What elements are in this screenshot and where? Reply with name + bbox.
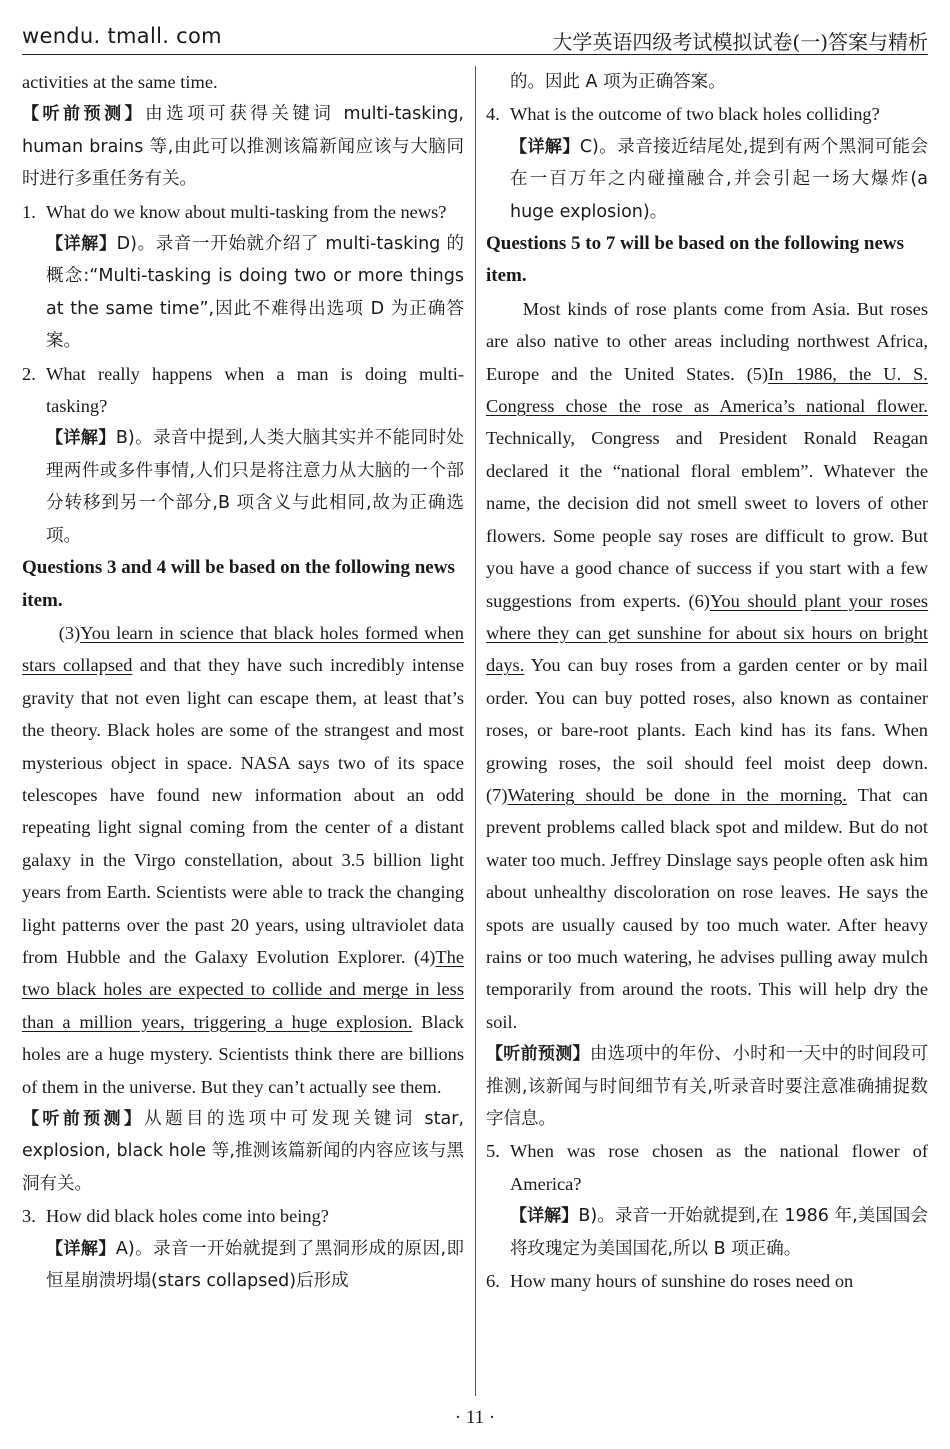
detail-tag: 【详解】 — [510, 1206, 579, 1227]
question-text: How did black holes come into being? — [46, 1206, 329, 1227]
marker-3: (3) — [58, 622, 81, 643]
answer-detail-2 — [22, 422, 464, 552]
prediction-tag: 【听前预测】 — [22, 104, 146, 125]
right-column — [486, 66, 928, 1297]
column-divider — [475, 66, 476, 1396]
detail-tag: 【详解】 — [46, 234, 117, 255]
transcript-text: and that they have such incredibly intense gravity that not even light can escape them, at least that’s the theory. Black holes are some of the strangest and most mysterious object in space. NASA says two of its space telescopes have found new information about an odd repeating light signal coming from the center of a distant galaxy in the Virgo constellation, about 3.5 billion light years from Earth. Scientists were able to track the changing light patterns over the past 20 years, using ultraviolet data from Hubble and the Galaxy Evolution Explorer. — [22, 655, 464, 967]
question-text: When was rose chosen as the national flower of America? — [510, 1141, 928, 1194]
transcript-text: That can prevent problems called black spot and mildew. But do not water too much. Jeffrey Dinslage says people often ask him about unhealthy discoloration on rose leaves. He says the spots are usually caused by too much water. After heavy rains or too much watering, he advises pulling away mulch temporarily from around the roots. This will help dry the soil. — [486, 784, 928, 1032]
transcript-text: Black holes are a huge mystery. Scientists think there are billions of them in the universe. But they can’t actually see them. — [22, 1011, 464, 1097]
question-2 — [22, 358, 464, 423]
section-heading-q5-7: Questions 5 to 7 will be based on the following news item. — [486, 233, 905, 287]
underlined-answer-5: In 1986, the U. S. Congress chose the rose as America’s national flower. — [486, 363, 928, 417]
marker-5: (5) — [746, 363, 769, 384]
transcript-black-holes — [22, 617, 464, 1103]
prediction-text: 由选项可获得关键词 multi-tasking, human brains 等,由此可以推测该篇新闻应该与大脑同时进行多重任务有关。 — [22, 104, 464, 190]
answer-detail-3 — [22, 1233, 464, 1298]
header-title: 大学英语四级考试模拟试卷(一)答案与精析 — [552, 30, 928, 54]
question-number: 3. — [22, 1206, 36, 1227]
pre-listening-prediction-3 — [486, 1038, 928, 1135]
question-number: 6. — [486, 1271, 500, 1292]
marker-4: (4) — [413, 946, 436, 967]
detail-text: C)。录音接近结尾处,提到有两个黑洞可能会在一百万年之内碰撞融合,并会引起一场大爆炸(a huge explosion)。 — [510, 136, 929, 222]
detail-text: A)。录音一开始就提到了黑洞形成的原因,即恒星崩溃坍塌(stars collapsed)后形成 — [46, 1238, 464, 1292]
question-number: 5. — [486, 1141, 500, 1162]
answer-detail-5 — [486, 1200, 928, 1265]
transcript-text: You can buy roses from a garden center or by mail order. You can buy potted roses, also known as container roses, or bare-root plants. Each kind has its fans. When growing roses, the soil should feel moist deep down. — [486, 655, 928, 773]
question-4 — [486, 98, 928, 130]
transcript-text: Technically, Congress and President Ronald Reagan declared it the “national floral emblem”. Whatever the name, the decision did not smell sweet to lovers of other flowers. Some people say roses are difficult to grow. But you have a good chance of success if you start with a few suggestions from experts. — [486, 428, 928, 611]
paragraph-continuation: activities at the same time. — [22, 72, 218, 92]
question-1 — [22, 196, 464, 228]
transcript-text: Most kinds of rose plants come from Asia. But roses are also native to other areas including northwest Africa, Europe and the United States. — [486, 298, 928, 384]
question-number: 1. — [22, 201, 36, 222]
answer-detail-3-continued: 的。因此 A 项为正确答案。 — [510, 72, 726, 92]
question-number: 4. — [486, 104, 500, 125]
page-number: · 11 · — [454, 1407, 496, 1428]
marker-7: (7) — [486, 784, 508, 805]
detail-text: B)。录音一开始就提到,在 1986 年,美国国会将玫瑰定为美国国花,所以 B 项正确。 — [510, 1206, 928, 1259]
question-number: 2. — [22, 363, 36, 384]
header-site: wendu. tmall. com — [22, 24, 222, 48]
question-text: What is the outcome of two black holes colliding? — [510, 104, 880, 125]
page-header — [22, 18, 928, 55]
answer-detail-4 — [486, 131, 928, 228]
prediction-tag: 【听前预测】 — [22, 1109, 145, 1129]
question-5 — [486, 1135, 928, 1200]
answer-detail-1 — [22, 228, 464, 358]
section-heading-q3-4: Questions 3 and 4 will be based on the following news item. — [22, 557, 455, 611]
underlined-answer-3: You learn in science that black holes formed when stars collapsed — [22, 622, 464, 676]
marker-6: (6) — [688, 590, 710, 611]
detail-text: D)。录音一开始就介绍了 multi-tasking 的概念:“Multi-tasking is doing two or more things at the same time”,因此不难得出选项 D 为正确答案。 — [46, 234, 464, 352]
detail-tag: 【详解】 — [510, 136, 580, 157]
transcript-roses — [486, 293, 928, 1038]
prediction-text: 由选项中的年份、小时和一天中的时间段可推测,该新闻与时间细节有关,听录音时要注意准确捕捉数字信息。 — [486, 1044, 928, 1129]
prediction-text: 从题目的选项中可发现关键词 star, explosion, black hole 等,推测该篇新闻的内容应该与黑洞有关。 — [22, 1109, 465, 1194]
question-6 — [486, 1265, 928, 1297]
prediction-tag: 【听前预测】 — [486, 1044, 590, 1065]
detail-tag: 【详解】 — [46, 1238, 116, 1259]
question-text: What do we know about multi-tasking from the news? — [46, 201, 447, 222]
detail-text: B)。录音中提到,人类大脑其实并不能同时处理两件或多件事情,人们只是将注意力从大脑的一个部分转移到另一个部分,B 项含义与此相同,故为正确选项。 — [46, 428, 464, 546]
left-column — [22, 66, 464, 1297]
underlined-answer-7: Watering should be done in the morning. — [507, 784, 847, 805]
underlined-answer-6: You should plant your roses where they can get sunshine for about six hours on bright days. — [486, 590, 929, 676]
pre-listening-prediction-2 — [22, 1103, 464, 1200]
detail-tag: 【详解】 — [46, 428, 116, 449]
question-text: How many hours of sunshine do roses need on — [510, 1271, 854, 1292]
pre-listening-prediction-1 — [22, 98, 464, 195]
question-text: What really happens when a man is doing multi-tasking? — [46, 363, 464, 417]
question-3 — [22, 1200, 464, 1232]
underlined-answer-4: The two black holes are expected to collide and merge in less than a million years, triggering a huge explosion. — [22, 946, 464, 1032]
